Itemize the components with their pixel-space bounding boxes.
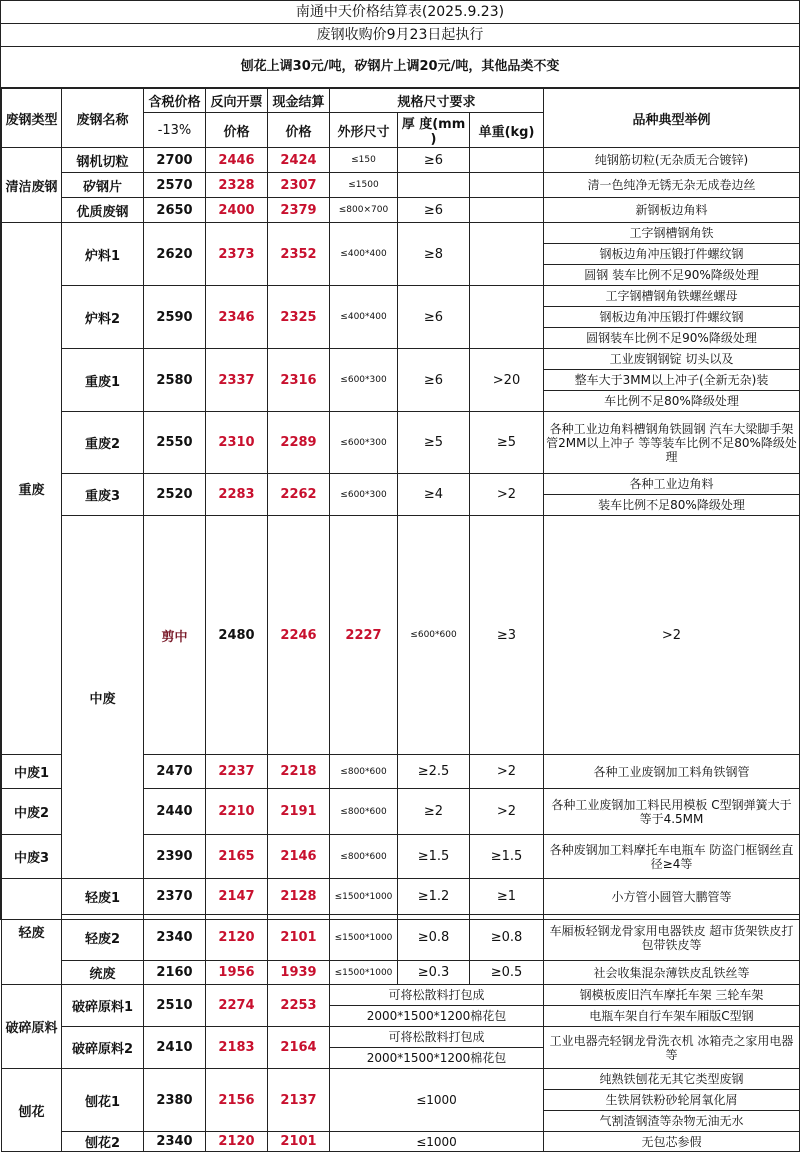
row-tax-price: 2650: [144, 198, 206, 223]
row-reverse-price: 2283: [206, 474, 268, 516]
table-row: [2, 1132, 800, 1152]
table-row: [2, 1027, 800, 1048]
row-weight: ≥1: [470, 879, 544, 915]
header-tax-rate: -13%: [144, 113, 206, 148]
row-tax-price: 2380: [144, 1069, 206, 1132]
row-thickness: [398, 173, 470, 198]
row-spec: 2000*1500*1200棉花包: [330, 1048, 544, 1069]
row-thickness: ≥6: [398, 198, 470, 223]
header-weight: 单重(kg): [470, 113, 544, 148]
row-example: 车厢板轻钢龙骨家用电器铁皮 超市货架铁皮打包带铁皮等: [544, 915, 800, 961]
header-tax-price: 含税价格: [144, 89, 206, 113]
header-cash-price-2: 价格: [268, 113, 330, 148]
row-weight: [470, 173, 544, 198]
row-name: 重废2: [62, 412, 144, 474]
row-tax-price: 2510: [144, 985, 206, 1027]
row-example: 纯钢筋切粒(无杂质无合镀锌): [544, 148, 800, 173]
row-reverse-price: 2237: [206, 755, 268, 789]
row-example: 圆钢装车比例不足90%降级处理: [544, 328, 800, 349]
row-reverse-price: 2210: [206, 789, 268, 835]
category-medium: 中废: [62, 516, 144, 879]
row-thickness: ≥0.8: [398, 915, 470, 961]
row-example: 小方管小圆管大鹏管等: [544, 879, 800, 915]
header-thickness: 厚 度(mm ): [398, 113, 470, 148]
row-tax-price: 2160: [144, 961, 206, 985]
row-size: ≤400*400: [330, 286, 398, 349]
row-thickness: ≥2: [398, 789, 470, 835]
row-tax-price: 2390: [144, 835, 206, 879]
header-reverse-price: 反向开票: [206, 89, 268, 113]
row-name: 矽钢片: [62, 173, 144, 198]
row-example: 钢板边角冲压锻打件螺纹钢: [544, 244, 800, 265]
row-tax-price: 2340: [144, 1132, 206, 1152]
table-row: [2, 223, 800, 244]
category-clean: 清洁废钢: [2, 148, 62, 223]
row-example: 新钢板边角料: [544, 198, 800, 223]
row-weight: ≥0.8: [470, 915, 544, 961]
row-name: 破碎原料2: [62, 1027, 144, 1069]
row-size: ≤600*600: [398, 516, 470, 755]
row-example: 车比例不足80%降级处理: [544, 391, 800, 412]
row-weight: [470, 223, 544, 286]
row-reverse-price: 2156: [206, 1069, 268, 1132]
row-cash-price: 2316: [268, 349, 330, 412]
row-thickness: ≥6: [398, 286, 470, 349]
row-spec: 2000*1500*1200棉花包: [330, 1006, 544, 1027]
row-size: ≤600*300: [330, 474, 398, 516]
row-example: 气割渣钢渣等杂物无油无水: [544, 1111, 800, 1132]
row-spec: 可将松散料打包成: [330, 985, 544, 1006]
row-reverse-price: 2165: [206, 835, 268, 879]
row-tax-price: 2580: [144, 349, 206, 412]
row-tax-price: 2620: [144, 223, 206, 286]
row-reverse-price: 2400: [206, 198, 268, 223]
row-weight: [470, 286, 544, 349]
row-name: 中废2: [2, 789, 62, 835]
row-name: 轻废2: [62, 915, 144, 961]
row-reverse-price: 2373: [206, 223, 268, 286]
row-name: 重废3: [62, 474, 144, 516]
row-tax-price: 2340: [144, 915, 206, 961]
row-size: ≤150: [330, 148, 398, 173]
row-name: 优质废钢: [62, 198, 144, 223]
row-tax-price: 2700: [144, 148, 206, 173]
row-tax-price: 2440: [144, 789, 206, 835]
row-cash-price: 1939: [268, 961, 330, 985]
row-name: 刨花2: [62, 1132, 144, 1152]
row-name: 剪中: [144, 516, 206, 755]
row-reverse-price: 2310: [206, 412, 268, 474]
row-example: 无包芯参假: [544, 1132, 800, 1152]
row-reverse-price: 1956: [206, 961, 268, 985]
category-shavings: 刨花: [2, 1069, 62, 1152]
row-spec: ≤1000: [330, 1132, 544, 1152]
row-cash-price: 2262: [268, 474, 330, 516]
row-tax-price: 2370: [144, 879, 206, 915]
header-type: 废钢类型: [2, 89, 62, 148]
row-thickness: ≥2.5: [398, 755, 470, 789]
row-cash-price: 2227: [330, 516, 398, 755]
row-weight: >20: [470, 349, 544, 412]
header-spec: 规格尺寸要求: [330, 89, 544, 113]
row-cash-price: 2101: [268, 915, 330, 961]
category-heavy: 重废: [2, 223, 62, 755]
row-name: 轻废1: [62, 879, 144, 915]
row-example: 圆钢 装车比例不足90%降级处理: [544, 265, 800, 286]
row-name: 统废: [62, 961, 144, 985]
table-row: [2, 879, 800, 915]
row-weight: ≥1.5: [470, 835, 544, 879]
table-row: [2, 474, 800, 495]
header-examples: 品种典型举例: [544, 89, 800, 148]
row-reverse-price: 2183: [206, 1027, 268, 1069]
row-example: 各种工业废钢加工料角铁钢管: [544, 755, 800, 789]
row-example: 钢模板废旧汽车摩托车架 三轮车架: [544, 985, 800, 1006]
row-example: 工字钢槽钢角铁: [544, 223, 800, 244]
row-tax-price: 2550: [144, 412, 206, 474]
table-row: [2, 148, 800, 173]
row-size: ≤800*600: [330, 755, 398, 789]
row-example: 社会收集混杂薄铁皮乱铁丝等: [544, 961, 800, 985]
row-name: 刨花1: [62, 1069, 144, 1132]
row-cash-price: 2218: [268, 755, 330, 789]
row-cash-price: 2379: [268, 198, 330, 223]
row-reverse-price: 2120: [206, 1132, 268, 1152]
row-cash-price: 2146: [268, 835, 330, 879]
row-weight: [470, 198, 544, 223]
row-name: 炉料1: [62, 223, 144, 286]
row-reverse-price: 2147: [206, 879, 268, 915]
sheet-title: 南通中天价格结算表(2025.9.23): [1, 1, 799, 24]
row-example: 装车比例不足80%降级处理: [544, 495, 800, 516]
row-cash-price: 2191: [268, 789, 330, 835]
row-thickness: ≥0.3: [398, 961, 470, 985]
row-weight: >2: [470, 789, 544, 835]
price-adjust-notice: 刨花上调30元/吨，矽钢片上调20元/吨，其他品类不变: [1, 47, 799, 88]
row-example: 工字钢槽钢角铁螺丝螺母: [544, 286, 800, 307]
row-example: 钢板边角冲压锻打件螺纹钢: [544, 307, 800, 328]
row-cash-price: 2101: [268, 1132, 330, 1152]
row-tax-price: 2410: [144, 1027, 206, 1069]
row-spec: 可将松散料打包成: [330, 1027, 544, 1048]
row-thickness: ≥3: [470, 516, 544, 755]
row-weight: ≥0.5: [470, 961, 544, 985]
row-weight: [470, 148, 544, 173]
row-weight: >2: [544, 516, 800, 755]
row-thickness: ≥4: [398, 474, 470, 516]
row-name: 重废1: [62, 349, 144, 412]
row-spec: ≤1000: [330, 1069, 544, 1132]
row-cash-price: 2128: [268, 879, 330, 915]
table-row: [2, 349, 800, 370]
table-row: [2, 286, 800, 307]
row-tax-price: 2520: [144, 474, 206, 516]
row-reverse-price: 2346: [206, 286, 268, 349]
header-row-1: [2, 89, 800, 113]
row-cash-price: 2352: [268, 223, 330, 286]
category-crushed: 破碎原料: [2, 985, 62, 1069]
row-cash-price: 2289: [268, 412, 330, 474]
row-example: 工业电器壳轻钢龙骨洗衣机 冰箱壳之家用电器等: [544, 1027, 800, 1069]
row-reverse-price: 2246: [268, 516, 330, 755]
row-name: 炉料2: [62, 286, 144, 349]
header-cash-price: 现金结算: [268, 89, 330, 113]
header-size: 外形尺寸: [330, 113, 398, 148]
table-row: [2, 1069, 800, 1090]
row-example: 电瓶车架自行车架车厢版C型钢: [544, 1006, 800, 1027]
row-size: ≤400*400: [330, 223, 398, 286]
row-weight: >2: [470, 755, 544, 789]
row-example: 整车大于3MM以上冲子(全新无杂)装: [544, 370, 800, 391]
row-size: ≤600*300: [330, 349, 398, 412]
row-example: 各种工业边角料: [544, 474, 800, 495]
row-example: 各种废钢加工料摩托车电瓶车 防盗门框钢丝直径≥4等: [544, 835, 800, 879]
row-thickness: ≥1.5: [398, 835, 470, 879]
row-name: 中废3: [2, 835, 62, 879]
row-name: 破碎原料1: [62, 985, 144, 1027]
row-tax-price: 2480: [206, 516, 268, 755]
row-size: ≤1500: [330, 173, 398, 198]
row-example: 生铁屑铁粉砂轮屑氧化屑: [544, 1090, 800, 1111]
row-tax-price: 2570: [144, 173, 206, 198]
row-example: 各种工业边角料槽钢角铁圆钢 汽车大梁脚手架管2MM以上冲子 等等装车比例不足80%降级处理: [544, 412, 800, 474]
row-name: 钢机切粒: [62, 148, 144, 173]
row-thickness: ≥5: [398, 412, 470, 474]
table-row: [2, 915, 800, 961]
header-name: 废钢名称: [62, 89, 144, 148]
row-reverse-price: 2120: [206, 915, 268, 961]
row-size: ≤1500*1000: [330, 879, 398, 915]
row-cash-price: 2164: [268, 1027, 330, 1069]
table-row: [2, 173, 800, 198]
row-tax-price: 2470: [144, 755, 206, 789]
row-cash-price: 2325: [268, 286, 330, 349]
row-example: 各种工业废钢加工料民用模板 C型钢弹簧大于等于4.5MM: [544, 789, 800, 835]
row-cash-price: 2424: [268, 148, 330, 173]
row-cash-price: 2253: [268, 985, 330, 1027]
row-example: 工业废钢钢锭 切头以及: [544, 349, 800, 370]
row-reverse-price: 2337: [206, 349, 268, 412]
row-thickness: ≥6: [398, 148, 470, 173]
header-reverse-price-2: 价格: [206, 113, 268, 148]
price-table: [1, 88, 800, 1152]
row-thickness: ≥8: [398, 223, 470, 286]
row-cash-price: 2307: [268, 173, 330, 198]
row-weight: ≥5: [470, 412, 544, 474]
row-name: 中废1: [2, 755, 62, 789]
row-size: ≤600*300: [330, 412, 398, 474]
row-reverse-price: 2328: [206, 173, 268, 198]
table-row: [2, 516, 800, 755]
table-row: [2, 412, 800, 474]
table-row: [2, 961, 800, 985]
row-size: ≤800×700: [330, 198, 398, 223]
row-size: ≤800*600: [330, 789, 398, 835]
table-row: [2, 198, 800, 223]
row-reverse-price: 2446: [206, 148, 268, 173]
row-cash-price: 2137: [268, 1069, 330, 1132]
row-thickness: ≥6: [398, 349, 470, 412]
row-example: 纯熟铁刨花无其它类型废钢: [544, 1069, 800, 1090]
row-example: 清一色纯净无锈无杂无成卷边丝: [544, 173, 800, 198]
category-light: 轻废: [2, 879, 62, 985]
row-size: ≤800*600: [330, 835, 398, 879]
row-size: ≤1500*1000: [330, 961, 398, 985]
row-size: ≤1500*1000: [330, 915, 398, 961]
row-reverse-price: 2274: [206, 985, 268, 1027]
row-weight: >2: [470, 474, 544, 516]
sheet-subtitle: 废钢收购价9月23日起执行: [1, 24, 799, 47]
row-thickness: ≥1.2: [398, 879, 470, 915]
table-row: [2, 985, 800, 1006]
row-tax-price: 2590: [144, 286, 206, 349]
